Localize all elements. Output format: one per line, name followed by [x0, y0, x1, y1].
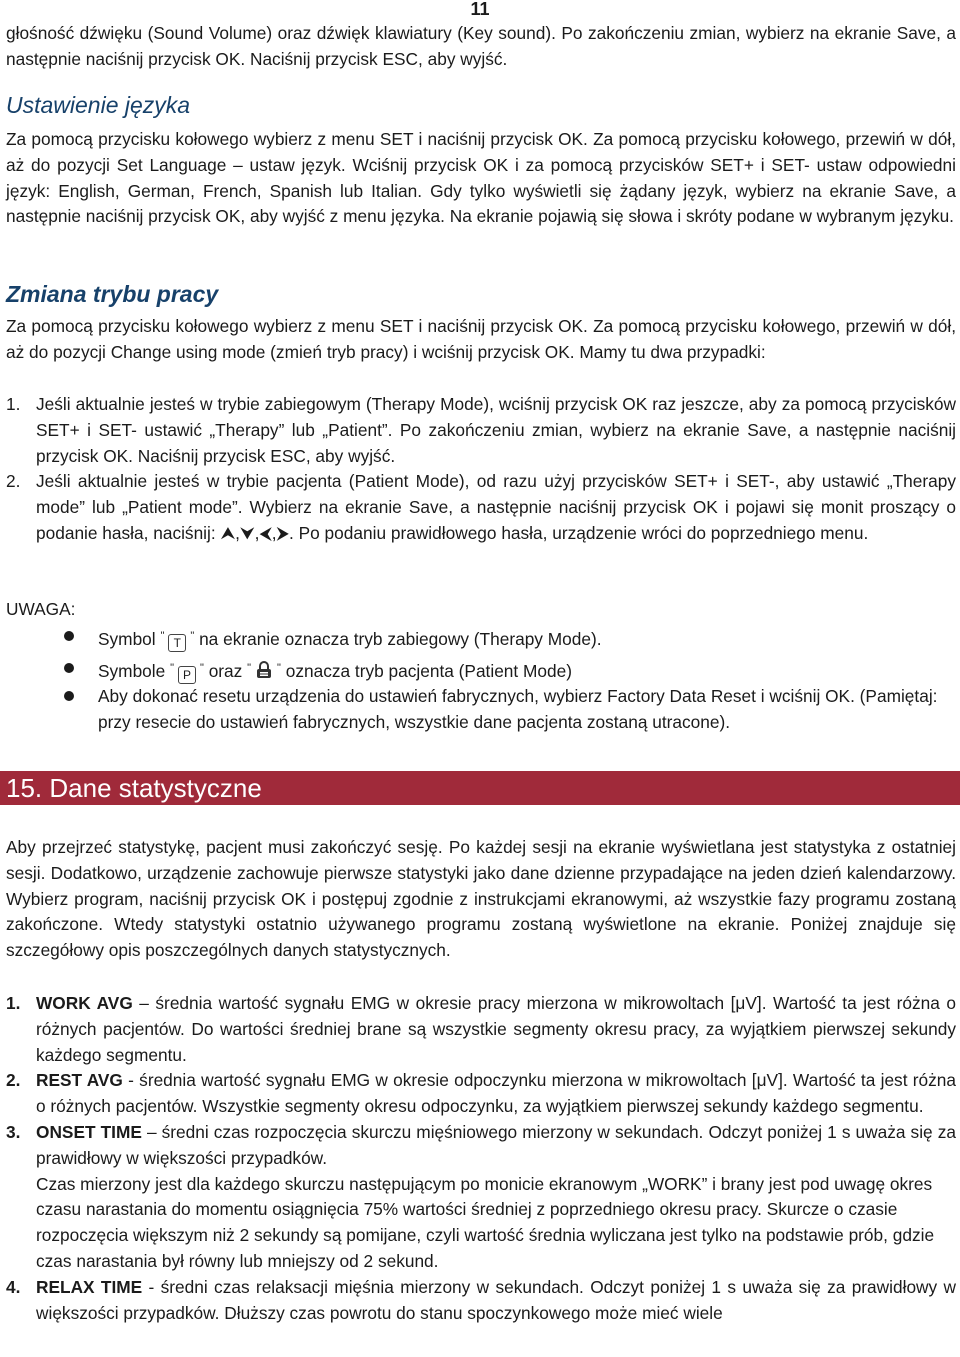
lang-heading: Ustawienie języka	[6, 92, 191, 118]
mode-paragraph: Za pomocą przycisku kołowego wybierz z menu SET i naciśnij przycisk OK. Za pomocą przycisku kołowego, przewiń w dół, aż do pozycji Change using mode (zmień tryb pracy) i wciśnij przycisk OK. Mamy tu dwa przypadki:	[6, 316, 956, 362]
uwaga-bullet-2: Symbole " P " oraz " " oznacza tryb pacjenta (Patient Mode)	[98, 656, 958, 687]
stats-paragraph: Aby przejrzeć statystykę, pacjent musi zakończyć sesję. Po każdej sesji na ekranie wyświetlana jest statystyka z ostatniej sesji. Dodatkowo, urządzenie zachowuje pierwsze statystyki jako dane dzienne przypadające na jeden dzień kalendarzowy. Wybierz program, naciśnij przycisk OK i postępuj zgodnie z instrukcjami ekranowymi, aż wszystkie fazy programu zostaną zakończone. Wtedy statystyki ostatnio używanego programu zostaną wyświetlone na ekranie. Poniżej znajduje się szczegółowy opis poszczególnych danych statystycznych.	[6, 837, 956, 961]
lock-icon	[255, 661, 273, 687]
stat-text: - średnia wartość sygnału EMG w okresie odpoczynku mierzona w mikrowoltach [μV]. Wartość ta jest różna o różnych pacjentów. Wszystkie segmenty okresu odpoczynku, za wyjątkiem pierwszej sekundy każdego segmentu.	[36, 1070, 956, 1117]
list-item-number: 3.	[6, 1121, 21, 1142]
list-item	[6, 392, 956, 469]
list-item	[6, 1120, 956, 1275]
list-item-number: 2.	[6, 471, 21, 492]
stat-text: - średni czas relaksacji mięśnia mierzony w sekundach. Odczyt poniżej 1 s uważa się za prawidłowy w większości przypadków. Dłuższy czas powrotu do stanu spoczynkowego może mieć wiele	[36, 1276, 956, 1323]
list-item-text: Jeśli aktualnie jesteś w trybie pacjenta (Patient Mode), od razu użyj przycisków SET+ i SET-, aby ustawić „Therapy mode” lub „Patient mode”. Wybierz na ekranie Save, a następnie naciśnij przycisk OK i pojawi się monit proszący o podanie hasła, naciśnij: ⮝,⮟,⮜,⮞. Po podaniu prawidłowego hasła, urządzenie wróci do poprzedniego menu.	[36, 471, 956, 543]
stat-title: WORK AVG	[36, 993, 133, 1013]
stat-text: – średnia wartość sygnału EMG w okresie pracy mierzona w mikrowoltach [μV]. Wartość ta jest różna o różnych pacjentów. Do wartości średniej brane są wszystkie segmenty okresu pracy, za wyjątkiem pierwszej sekundy każdego segmentu.	[36, 993, 956, 1065]
page-number: 11	[470, 0, 490, 19]
therapy-mode-icon: T	[168, 634, 186, 652]
stat-text: – średni czas rozpoczęcia skurczu mięśniowego mierzony w sekundach. Odczyt poniżej 1 s uważa się za prawidłowy w większości przypadków.	[36, 1121, 956, 1168]
text-segment: Symbole	[98, 661, 166, 681]
list-item	[6, 1275, 956, 1327]
uwaga-label: UWAGA:	[6, 599, 76, 619]
stat-title: RELAX TIME	[36, 1276, 143, 1297]
stat-title: ONSET TIME	[36, 1121, 142, 1142]
patient-mode-icon: P	[178, 666, 196, 684]
intro-paragraph: głośność dźwięku (Sound Volume) oraz dźwięk klawiatury (Key sound). Po zakończeniu zmian, wybierz na ekranie Save, a następnie naciśnij przycisk OK. Naciśnij przycisk ESC, aby wyjść.	[6, 23, 956, 69]
list-item	[6, 469, 956, 546]
uwaga-bullet-3: Aby dokonać resetu urządzenia do ustawień fabrycznych, wybierz Factory Data Reset i wciśnij OK. (Pamiętaj: przy resecie do ustawień fabrycznych, wszystkie dane pacjenta zostaną utracone).	[98, 686, 938, 732]
text-segment: oraz	[208, 661, 243, 681]
list-item	[6, 1068, 956, 1120]
lang-paragraph: Za pomocą przycisku kołowego wybierz z menu SET i naciśnij przycisk OK. Za pomocą przycisku kołowego, przewiń w dół, aż do pozycji Set Language – ustaw język. Wciśnij przycisk OK i za pomocą przycisków SET+ i SET- ustaw odpowiedni język: English, German, French, Spanish lub Italian. Gdy tylko wyświetli się żądany język, wybierz na ekranie Save, a następnie naciśnij przycisk OK, aby wyjść z menu języka. Na ekranie pojawią się słowa i skróty podane w wybranym języku.	[6, 129, 956, 227]
stats-list	[6, 991, 956, 1326]
stat-extra-text: Czas mierzony jest dla każdego skurczu następującym po monicie ekranowym „WORK” i brany jest pod uwagę okres czasu narastania do momentu osiągnięcia 75% wartości średniej z poprzedniego okresu pracy. Skurcze o czasie rozpoczęcia większym niż 2 sekundy są pomijane, czyli wartość średnia wyliczana jest tylko na podstawie prób, gdzie czas narastania był równy lub mniejszy od 2 sekund.	[36, 1173, 935, 1271]
text-segment: na ekranie oznacza tryb zabiegowy (Therapy Mode).	[199, 629, 602, 649]
list-item-number: 1.	[6, 394, 21, 414]
section-heading-stats: 15. Dane statystyczne	[0, 771, 960, 805]
list-item-number: 1.	[6, 993, 21, 1013]
stat-title: REST AVG	[36, 1070, 123, 1091]
list-item-number: 4.	[6, 1276, 21, 1297]
bullet-icon	[64, 691, 74, 701]
bullet-icon	[64, 631, 74, 641]
bullet-icon	[64, 663, 74, 673]
text-segment: Symbol	[98, 629, 156, 649]
mode-list	[6, 392, 956, 547]
uwaga-bullet-1: Symbol " T " na ekranie oznacza tryb zabiegowy (Therapy Mode).	[98, 629, 602, 650]
list-item-number: 2.	[6, 1070, 21, 1091]
list-item	[6, 991, 956, 1068]
text-segment: oznacza tryb pacjenta (Patient Mode)	[285, 661, 573, 681]
mode-heading: Zmiana trybu pracy	[6, 281, 219, 307]
list-item-text: Jeśli aktualnie jesteś w trybie zabiegowym (Therapy Mode), wciśnij przycisk OK raz jeszcze, aby za pomocą przycisków SET+ i SET- ustawić „Therapy” lub „Patient”. Po zakończeniu zmian, wybierz na ekranie Save, a następnie naciśnij przycisk OK. Naciśnij przycisk ESC, aby wyjść.	[36, 394, 956, 466]
